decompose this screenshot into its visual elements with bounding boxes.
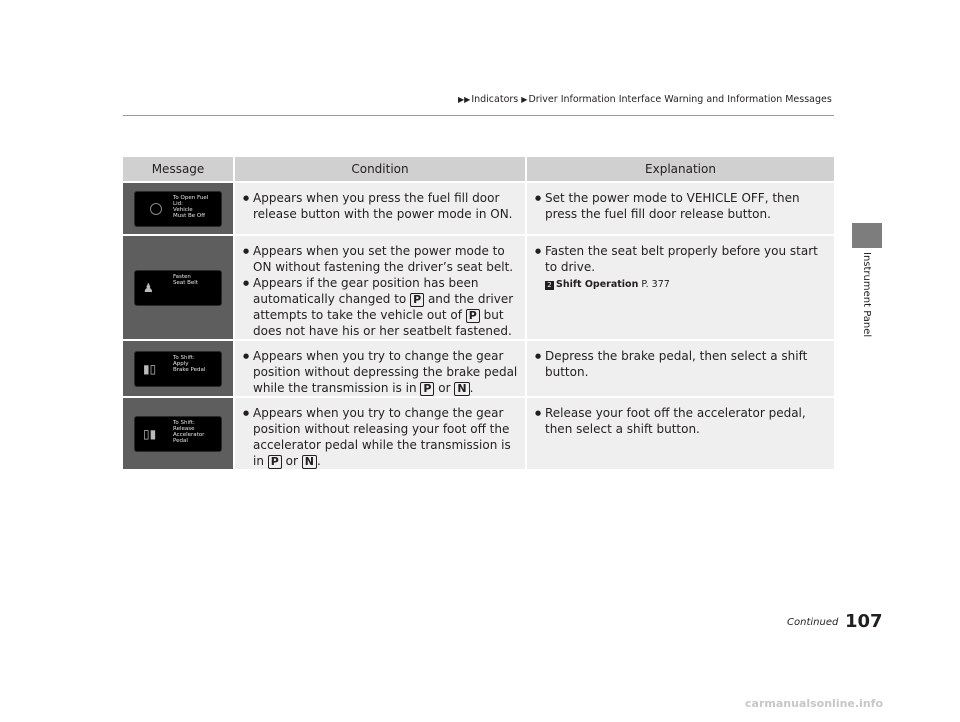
bullet-text-block [545,405,828,437]
message-cell [123,234,233,339]
bullet-item [235,348,525,396]
message-screen-text: To Shift: Apply Brake Pedal [173,354,206,373]
bullet-icon: ● [535,352,542,360]
bullet-text: Set the power mode to VEHICLE OFF, then press the fuel fill door release button. [545,191,800,221]
gear-key-label: P [410,293,424,307]
message-cell [123,181,233,234]
bullet-text-block [253,190,519,222]
gear-key-label: N [454,382,469,396]
gear-key-label: N [302,455,317,469]
triangle-right-icon: ▶▶ [458,95,471,104]
column-header-condition: Condition [233,157,525,181]
bullet-icon: ● [535,194,542,202]
gear-key-label: P [466,309,480,323]
section-label: Instrument Panel [861,252,872,338]
bullet-item [527,405,834,437]
seat-belt-icon: ♟ [143,280,154,295]
bullet-text: or [434,381,455,395]
bullet-text-block [545,348,828,380]
table-row [123,234,834,339]
explanation-cell [525,339,834,396]
reference-title: Shift Operation [556,279,639,290]
continued-label: Continued [787,617,839,628]
bullet-icon: ● [535,409,542,417]
bullet-text: Appears when you press the fuel fill door release button with the power mode in ON. [253,191,513,221]
condition-cell [233,181,525,234]
bullet-item [527,190,834,222]
bullet-text: . [316,454,321,468]
bullet-item [235,190,525,222]
message-screen [134,270,222,306]
explanation-cell [525,396,834,469]
gear-key-label: P [268,455,282,469]
bullet-text: but does not have his or her seatbelt fastened. [253,308,512,338]
message-screen-text: Fasten Seat Belt [173,273,198,286]
bullet-item [527,243,834,275]
bullet-icon: ● [243,352,250,360]
message-screen [134,351,222,387]
breadcrumb-item-messages[interactable]: Driver Information Interface Warning and Information Messages [528,94,832,105]
bullet-text-block [253,405,519,469]
message-screen-text: To Shift: Release Accelerator Pedal [173,419,205,444]
condition-cell [233,396,525,469]
bullet-icon: ● [243,194,250,202]
header-rule [123,115,834,116]
watermark: carmanualsonline.info [745,697,883,710]
message-screen [134,416,222,452]
bullet-text: Appears if the gear position has been automatically changed to [253,276,479,306]
table-header-row [123,157,834,181]
column-header-explanation: Explanation [525,157,834,181]
bullet-text: Appears when you set the power mode to ON without fastening the driver’s seat belt. [253,244,514,274]
brake-pedal-icon: ▮▯ [143,361,157,376]
reference-page: P. 377 [641,279,670,290]
explanation-cell [525,181,834,234]
bullet-text: Release your foot off the accelerator pedal, then select a shift button. [545,406,806,436]
bullet-text: . [469,381,474,395]
message-cell [123,396,233,469]
page-number: 107 [845,611,883,632]
message-table [123,157,834,469]
message-screen [134,191,222,227]
gear-key-label: P [420,382,434,396]
column-header-message: Message [123,157,233,181]
bullet-text: Appears when you try to change the gear position without releasing your foot off the accelerator pedal while the transmission is in [253,406,511,468]
bullet-text-block [545,243,828,275]
bullet-item [527,348,834,380]
bullet-text-block [253,348,519,396]
bullet-item [235,275,525,339]
fuel-lid-icon [150,203,162,215]
bullet-text: Appears when you try to change the gear position without depressing the brake pedal while the transmission is in [253,349,518,395]
message-cell [123,339,233,396]
bullet-icon: ● [243,409,250,417]
bullet-icon: ● [243,247,250,255]
bullet-text-block [253,275,519,339]
accelerator-pedal-icon: ▯▮ [143,426,157,441]
bullet-text: and the driver attempts to take the vehicle out of [253,292,514,322]
bullet-text: Depress the brake pedal, then select a shift button. [545,349,808,379]
message-screen-text: To Open Fuel Lid: Vehicle Must Be Off [173,194,209,219]
bullet-item [235,243,525,275]
bullet-icon: ● [243,279,250,287]
bullet-text-block [253,243,519,275]
condition-cell [233,339,525,396]
cross-reference-link[interactable] [527,277,834,293]
explanation-cell [525,234,834,339]
bullet-icon: ● [535,247,542,255]
table-row [123,181,834,234]
breadcrumb [458,94,832,105]
bullet-text-block [545,190,828,222]
triangle-right-icon: ▶ [521,95,528,104]
breadcrumb-item-indicators[interactable]: Indicators [471,94,519,105]
reference-arrow-icon: 2 [545,281,554,290]
bullet-text: or [281,454,302,468]
section-tab [852,223,882,248]
condition-cell [233,234,525,339]
bullet-item [235,405,525,469]
table-row [123,339,834,396]
bullet-text: Fasten the seat belt properly before you start to drive. [545,244,818,274]
table-row [123,396,834,469]
